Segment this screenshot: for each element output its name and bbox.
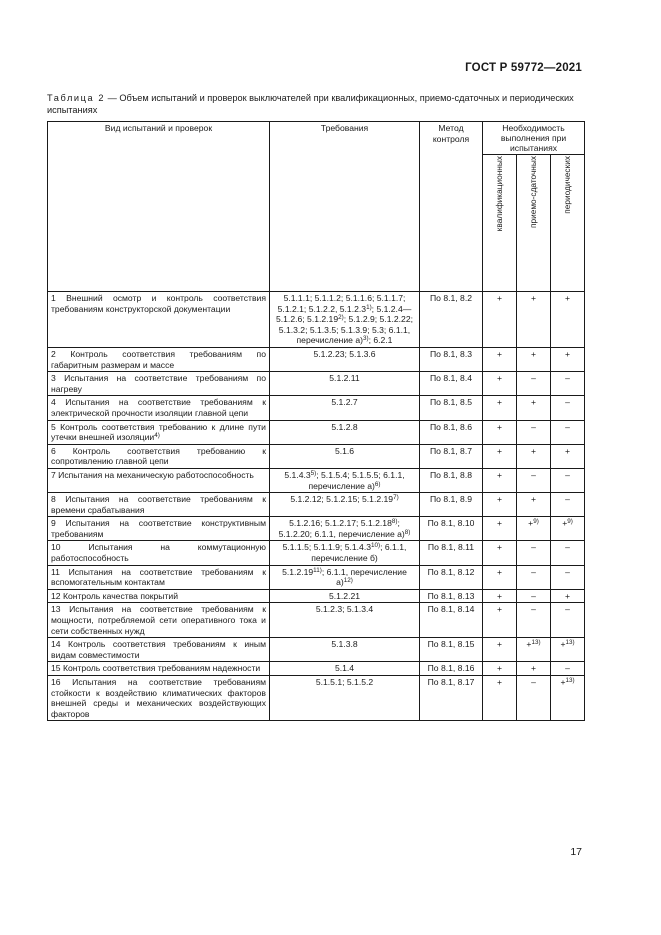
footnote-marker: 4) — [154, 432, 160, 440]
table-row — [48, 589, 585, 603]
cell-text: 5.1.1.5; 5.1.1.9; 5.1.4.3 — [282, 542, 371, 553]
table-row — [48, 603, 585, 638]
table-caption-lead: Таблица 2 — [47, 93, 106, 103]
qualification-mark — [483, 565, 517, 589]
header-periodic — [551, 155, 585, 292]
footnote-marker: 6) — [374, 480, 381, 488]
table-row — [48, 638, 585, 662]
test-name-cell: 3 Испытания на соответствие требованиям по нагреву — [48, 372, 270, 396]
header-requirements: Требования — [270, 122, 420, 292]
table-caption-text: — Объем испытаний и проверок выключателей при квалификационных, приемо-сдаточных и периодических испытаниях — [47, 93, 574, 115]
cell-text: + — [564, 590, 571, 601]
table-row — [48, 396, 585, 420]
test-name-cell: 9 Испытания на соответствие конструктивным требованиям — [48, 517, 270, 541]
cell-text: + — [496, 445, 503, 456]
cell-text: – — [531, 677, 536, 687]
acceptance-mark — [517, 541, 551, 565]
cell-text: + — [496, 663, 503, 674]
cell-text: + — [530, 293, 537, 303]
cell-text: + — [564, 293, 571, 303]
qualification-mark — [483, 638, 517, 662]
table-row — [48, 420, 585, 444]
method-cell: По 8.1, 8.4 — [420, 372, 483, 396]
footnote-marker: 13) — [531, 639, 541, 647]
requirements-cell — [270, 292, 420, 348]
table-row — [48, 292, 585, 348]
cell-text: 5.1.3.8 — [331, 639, 358, 650]
footnote-marker: 8) — [404, 528, 411, 536]
requirements-cell — [270, 662, 420, 676]
cell-text: – — [531, 590, 536, 601]
cell-text: + — [530, 663, 537, 674]
test-name-cell: 12 Контроль качества покрытий — [48, 589, 270, 603]
cell-text: + — [564, 348, 571, 359]
cell-text: + — [496, 469, 503, 480]
cell-text: + — [496, 373, 503, 384]
method-cell: По 8.1, 8.15 — [420, 638, 483, 662]
table-header-row — [48, 122, 585, 155]
periodic-mark — [551, 603, 585, 638]
method-cell: По 8.1, 8.11 — [420, 541, 483, 565]
tests-table — [47, 121, 585, 721]
periodic-mark — [551, 396, 585, 420]
footnote-marker: 3) — [362, 335, 369, 343]
acceptance-mark — [517, 662, 551, 676]
acceptance-mark — [517, 372, 551, 396]
requirements-cell — [270, 347, 420, 371]
footnote-marker: 12) — [343, 577, 353, 585]
qualification-mark — [483, 589, 517, 603]
requirements-cell — [270, 541, 420, 565]
test-name-cell: 10 Испытания на коммутационную работоспособность — [48, 541, 270, 565]
cell-text: + — [530, 397, 537, 408]
table-row — [48, 541, 585, 565]
cell-text: + — [496, 397, 503, 408]
qualification-mark — [483, 468, 517, 492]
acceptance-mark — [517, 603, 551, 638]
cell-text: + — [496, 677, 503, 687]
requirements-cell — [270, 676, 420, 721]
qualification-mark — [483, 517, 517, 541]
footnote-marker: 9) — [533, 518, 539, 526]
acceptance-mark — [517, 347, 551, 371]
requirements-cell — [270, 517, 420, 541]
page-number: 17 — [570, 846, 582, 858]
table-row — [48, 662, 585, 676]
footnote-marker: 5) — [310, 469, 317, 477]
method-cell: По 8.1, 8.16 — [420, 662, 483, 676]
cell-text: – — [531, 566, 536, 577]
cell-text: – — [531, 604, 536, 615]
test-name-cell: 1 Внешний осмотр и контроль соответствия требованиям конструкторской документации — [48, 292, 270, 348]
qualification-mark — [483, 493, 517, 517]
cell-text: + — [496, 518, 503, 529]
cell-text: – — [565, 604, 570, 615]
table-row — [48, 444, 585, 468]
table-row — [48, 347, 585, 371]
cell-text: – — [531, 373, 536, 384]
requirements-cell — [270, 603, 420, 638]
qualification-mark — [483, 541, 517, 565]
qualification-mark — [483, 662, 517, 676]
cell-text: 5.1.2.21 — [328, 590, 361, 601]
cell-text: ; 5.1.2.9; 5.1.2.22; 5.1.3.2; 5.1.3.5; 5.1.3.9; 5.3; 6.1.1, перечисление а) — [278, 314, 413, 346]
footnote-marker: 7) — [393, 494, 399, 502]
test-name-cell: 7 Испытания на механическую работоспособность — [48, 468, 270, 492]
method-cell: По 8.1, 8.12 — [420, 565, 483, 589]
cell-text: – — [565, 566, 570, 577]
requirements-cell — [270, 420, 420, 444]
qualification-mark — [483, 444, 517, 468]
header-necessity-group: Необходимость выполнения при испытаниях — [483, 122, 585, 155]
qualification-mark — [483, 292, 517, 348]
qualification-mark — [483, 347, 517, 371]
cell-text: ; 5.1.5.4; 5.1.5.5; 6.1.1, перечисление а) — [308, 469, 405, 491]
test-name-cell: 16 Испытания на соответствие требованиям стойкости к воздействию климатических факторов внешней среды и механических воздействующих факторов — [48, 676, 270, 721]
cell-text: ; 5.1.2.20; 6.1.1, перечисление а) — [278, 518, 405, 539]
qualification-mark — [483, 420, 517, 444]
method-cell: По 8.1, 8.10 — [420, 517, 483, 541]
cell-text: – — [565, 494, 570, 505]
requirements-cell — [270, 493, 420, 517]
cell-text: + — [496, 293, 503, 303]
standard-number: ГОСТ Р 59772—2021 — [465, 62, 582, 74]
cell-text: – — [565, 397, 570, 408]
table-row — [48, 565, 585, 589]
periodic-mark — [551, 372, 585, 396]
cell-text: – — [565, 469, 570, 480]
cell-text: ; 6.2.1 — [368, 335, 393, 346]
requirements-cell — [270, 468, 420, 492]
method-cell: По 8.1, 8.14 — [420, 603, 483, 638]
cell-text: + — [496, 421, 503, 432]
periodic-mark — [551, 420, 585, 444]
test-name-cell: 11 Испытания на соответствие требованиям к вспомогательным контактам — [48, 565, 270, 589]
cell-text: + — [496, 542, 503, 553]
cell-text: + — [496, 348, 503, 359]
cell-text: – — [531, 421, 536, 432]
cell-text: + — [560, 677, 566, 687]
acceptance-mark — [517, 420, 551, 444]
footnote-marker: 8) — [391, 518, 398, 526]
test-name-cell: 8 Испытания на соответствие требованиям к времени срабатывания — [48, 493, 270, 517]
table-row — [48, 517, 585, 541]
periodic-mark — [551, 517, 585, 541]
cell-text: 5.1.2.19 — [282, 566, 314, 577]
cell-text: ; 5.1.2.4—5.1.2.6; 5.1.2.19 — [275, 303, 412, 325]
cell-text: + — [496, 566, 503, 577]
cell-text: 5.1.2.11 — [329, 373, 360, 384]
periodic-mark — [551, 565, 585, 589]
method-cell: По 8.1, 8.8 — [420, 468, 483, 492]
test-name-cell: 6 Контроль соответствия требованию к сопротивлению главной цепи — [48, 444, 270, 468]
cell-text: 5.1.2.8 — [331, 421, 358, 432]
cell-text: 5.1.4 — [334, 663, 355, 674]
requirements-cell — [270, 638, 420, 662]
qualification-mark — [483, 396, 517, 420]
method-cell: По 8.1, 8.13 — [420, 589, 483, 603]
periodic-mark — [551, 468, 585, 492]
cell-text: – — [565, 542, 570, 553]
test-name-cell: 15 Контроль соответствия требованиям надежности — [48, 662, 270, 676]
acceptance-mark — [517, 292, 551, 348]
acceptance-mark — [517, 589, 551, 603]
header-test-type: Вид испытаний и проверок — [48, 122, 270, 292]
acceptance-mark — [517, 468, 551, 492]
footnote-marker: 1) — [366, 303, 372, 311]
cell-text: 5.1.6 — [334, 445, 355, 456]
cell-text: + — [560, 639, 566, 650]
cell-text: + — [496, 494, 503, 505]
qualification-mark — [483, 372, 517, 396]
cell-text: – — [565, 663, 570, 674]
cell-text: – — [565, 373, 570, 384]
method-cell: По 8.1, 8.9 — [420, 493, 483, 517]
cell-text: 5.1.2.12; 5.1.2.15; 5.1.2.19 — [290, 494, 394, 505]
method-cell: По 8.1, 8.5 — [420, 396, 483, 420]
acceptance-mark — [517, 444, 551, 468]
periodic-mark — [551, 493, 585, 517]
cell-text: + — [530, 494, 537, 505]
cell-text: + — [564, 445, 571, 456]
test-name-cell — [48, 420, 270, 444]
cell-text: 5.1.2.3; 5.1.3.4 — [315, 604, 374, 615]
test-name-cell: 2 Контроль соответствия требованиям по габаритным размерам и массе — [48, 347, 270, 371]
table-row — [48, 493, 585, 517]
requirements-cell — [270, 589, 420, 603]
cell-text: 5.1.5.1; 5.1.5.2 — [315, 677, 374, 687]
periodic-mark — [551, 662, 585, 676]
requirements-cell — [270, 396, 420, 420]
table-row — [48, 468, 585, 492]
requirements-cell — [270, 444, 420, 468]
header-acceptance-label: приемо-сдаточных — [528, 156, 539, 229]
acceptance-mark — [517, 638, 551, 662]
table-row — [48, 676, 585, 721]
periodic-mark — [551, 444, 585, 468]
cell-text: – — [531, 542, 536, 553]
table-caption — [47, 92, 587, 116]
test-name-cell: 4 Испытания на соответствие требованиям к электрической прочности изоляции главной цепи — [48, 396, 270, 420]
periodic-mark — [551, 638, 585, 662]
cell-text: 5.1.2.23; 5.1.3.6 — [313, 348, 376, 359]
method-cell: По 8.1, 8.3 — [420, 347, 483, 371]
periodic-mark — [551, 676, 585, 721]
cell-text: + — [530, 445, 537, 456]
cell-text: + — [528, 518, 534, 529]
cell-text: + — [496, 604, 503, 615]
method-cell: По 8.1, 8.17 — [420, 676, 483, 721]
header-control-method: Метод контроля — [420, 122, 483, 292]
periodic-mark — [551, 292, 585, 348]
requirements-cell — [270, 372, 420, 396]
cell-text: 5.1.2.7 — [331, 397, 358, 408]
header-qualification — [483, 155, 517, 292]
cell-text: 5 Контроль соответствия требованию к длине пути утечки внешней изоляции — [51, 421, 266, 443]
method-cell: По 8.1, 8.2 — [420, 292, 483, 348]
cell-text: 5.1.1.1; 5.1.1.2; 5.1.1.6; 5.1.1.7; 5.1.2.1; 5.1.2.2, 5.1.2.3 — [277, 293, 406, 314]
qualification-mark — [483, 676, 517, 721]
header-periodic-label: периодических — [562, 156, 573, 214]
qualification-mark — [483, 603, 517, 638]
requirements-cell — [270, 565, 420, 589]
cell-text: + — [526, 639, 532, 650]
periodic-mark — [551, 347, 585, 371]
header-qualification-label: квалификационных — [494, 156, 505, 232]
header-acceptance — [517, 155, 551, 292]
footnote-marker: 11) — [313, 566, 322, 574]
cell-text: 5.1.2.16; 5.1.2.17; 5.1.2.18 — [289, 518, 392, 529]
footnote-marker: 13) — [565, 639, 575, 647]
footnote-marker: 13) — [565, 677, 575, 684]
acceptance-mark — [517, 493, 551, 517]
cell-text: + — [530, 348, 537, 359]
acceptance-mark — [517, 676, 551, 721]
test-name-cell: 13 Испытания на соответствие требованиям к мощности, потребляемой сети оперативного тока и сети собственных нужд — [48, 603, 270, 638]
acceptance-mark — [517, 396, 551, 420]
footnote-marker: 2) — [338, 314, 344, 322]
method-cell: По 8.1, 8.7 — [420, 444, 483, 468]
cell-text: ; 6.1.1, перечисление а) — [321, 566, 407, 588]
test-name-cell: 14 Контроль соответствия требованиям к иным видам совместимости — [48, 638, 270, 662]
periodic-mark — [551, 541, 585, 565]
periodic-mark — [551, 589, 585, 603]
method-cell: По 8.1, 8.6 — [420, 420, 483, 444]
cell-text: ; 6.1.1, перечисление б) — [311, 542, 407, 564]
table-row — [48, 372, 585, 396]
cell-text: – — [531, 469, 536, 480]
cell-text: + — [562, 518, 568, 529]
footnote-marker: 9) — [567, 518, 573, 526]
footnote-marker: 10) — [371, 542, 381, 550]
acceptance-mark — [517, 517, 551, 541]
cell-text: – — [565, 421, 570, 432]
cell-text: + — [496, 590, 503, 601]
cell-text: 5.1.4.3 — [284, 469, 311, 480]
acceptance-mark — [517, 565, 551, 589]
cell-text: + — [496, 639, 503, 650]
